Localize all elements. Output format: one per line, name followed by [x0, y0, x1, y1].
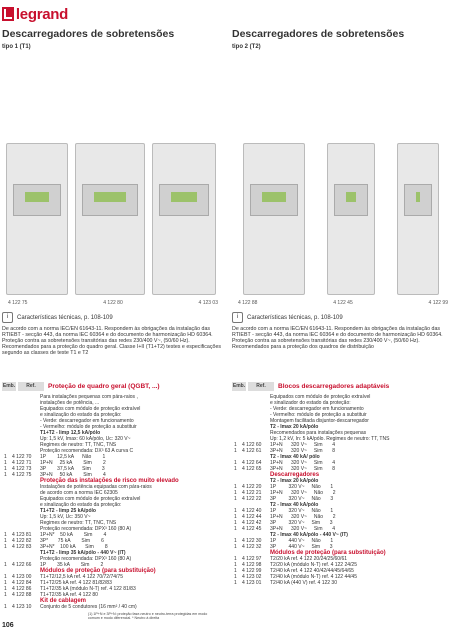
row-qty: 1	[234, 556, 237, 562]
row-ref: 4 122 21	[242, 490, 262, 496]
right-table-body	[234, 394, 450, 586]
row-qty: 1	[234, 484, 237, 490]
row-desc: Up: 1,2 kV, In: 5 kA/pólo. Regimes de neutro: TT, TNS	[270, 436, 390, 442]
row-ref: 4 122 73	[12, 466, 32, 472]
row-desc: Conjunto de 5 condutores (16 mm² / 40 cm)	[40, 604, 137, 610]
row-desc: Equipados com módulo de proteção extraível	[40, 406, 141, 412]
section-heading: Módulos de proteção (para substituição)	[270, 550, 386, 556]
row-desc: T2/40 kA (módulo N-T) ref. 4 122 44/45	[270, 574, 357, 580]
row-ref: 4 122 44	[242, 514, 262, 520]
row-qty: 1	[4, 466, 7, 472]
row-desc: 3P* 75 kA Sim 6	[40, 538, 104, 544]
row-desc: 1P+N 320 V~ Sim 4	[270, 460, 336, 466]
row-ref: 4 122 98	[242, 562, 262, 568]
col-emb: Emb.	[232, 383, 246, 389]
row-desc: 3P 320 V~ Não 3	[270, 496, 334, 502]
row-ref: 4 123 10	[12, 604, 32, 610]
row-desc: - Vermelho: módulo de proteção a substituir	[40, 424, 137, 430]
row-ref: 4 122 83	[12, 544, 32, 550]
row-desc: 3P 37,5 kA Sim 3	[40, 466, 105, 472]
row-desc: Montagem facilitada disjuntor-descarregador	[270, 418, 369, 424]
product-image	[243, 143, 305, 295]
row-ref: 4 123 02	[242, 574, 262, 580]
row-ref: 4 122 22	[242, 496, 262, 502]
product-ref: 4 122 80	[103, 300, 123, 306]
left-tech-link[interactable]	[2, 312, 113, 323]
row-ref: 4 122 66	[12, 562, 32, 568]
row-desc: Up: 1,5 kV, Imax: 60 kA/pólo, Uc: 320 V~	[40, 436, 131, 442]
row-desc: 1P 440 V~ Não 1	[270, 538, 334, 544]
row-desc: 1P+N 320 V~ Não 2	[270, 514, 336, 520]
section-heading: Kit de cablagem	[40, 598, 87, 604]
row-desc: T2 - Imax 20 kA/pólo	[270, 478, 319, 484]
row-qty: 1	[4, 580, 7, 586]
row-qty: 1	[4, 592, 7, 598]
row-desc: 1P+N* 50 kA Sim 4	[40, 532, 107, 538]
product-image	[327, 143, 375, 295]
row-ref: 4 122 70	[12, 454, 32, 460]
row-desc: 1P+N 25 kA Sim 2	[40, 460, 106, 466]
row-qty: 1	[234, 574, 237, 580]
row-ref: 4 122 97	[242, 556, 262, 562]
product-ref: 4 123 03	[198, 300, 218, 306]
row-desc: - Vermelho: módulo de proteção a substituir	[270, 412, 367, 418]
row-ref: 4 122 42	[242, 520, 262, 526]
row-qty: 1	[4, 532, 7, 538]
product-ref: 4 122 45	[333, 300, 353, 306]
col-ref: Ref.	[248, 382, 274, 391]
row-ref: 4 122 32	[242, 544, 262, 550]
row-qty: 1	[4, 604, 7, 610]
row-ref: 4 122 71	[12, 460, 32, 466]
row-desc: Proteção recomendada: DPX³ 160 (80 A)	[40, 556, 132, 562]
left-product-images	[2, 70, 220, 295]
row-qty: 1	[4, 544, 7, 550]
book-icon: i	[2, 312, 13, 323]
row-qty: 1	[4, 586, 7, 592]
page-number: 106	[2, 622, 14, 629]
row-desc: Para instalações pequenas com pára-raios ,	[40, 394, 138, 400]
row-desc: T2/20 kA (módulo N-T) ref. 4 122 24/25	[270, 562, 357, 568]
row-desc: Instalações de potência equipadas com pára-raios	[40, 484, 152, 490]
row-qty: 1	[4, 562, 7, 568]
tech-link-text: Características técnicas, p. 108-109	[247, 314, 343, 321]
row-desc: instalações de potência, ...	[40, 400, 100, 406]
row-desc: T2/40 kA (440 V) ref. 4 122 30	[270, 580, 337, 586]
row-qty: 1	[234, 538, 237, 544]
row-ref: 4 123 81	[12, 532, 32, 538]
row-qty: 1	[234, 466, 237, 472]
row-qty: 1	[234, 508, 237, 514]
row-desc: T2/40 kA ref. 4 122 40/42/44/45/64/65	[270, 568, 354, 574]
row-desc: T1+T2/25 kA ref. 4 122 81/82/83	[40, 580, 112, 586]
row-ref: 4 122 75	[12, 472, 32, 478]
row-qty: 1	[234, 520, 237, 526]
left-intro: De acordo com a norma IEC/EN 61643-11. Respondem às obrigações da instalação das RTIEBT - secção 443, da norma IEC 60364 e do documento de harmonização HD 60364. Proteção contra as sobretensões transitórias das redes 230/400 V~, (50/60 Hz). Recomendados para a proteção do quadro geral. Classe I+II (T1+T2) testes e especificações segundo as classes de teste T1 e T2	[2, 326, 222, 357]
row-qty: 1	[234, 526, 237, 532]
row-desc: T1+T2 - limp 12,5 kA/pólo	[40, 430, 101, 436]
row-desc: 3P+N 320 V~ Sim 4	[270, 526, 336, 532]
row-desc: T2 - Imax 20 kA/pólo	[270, 424, 319, 430]
row-desc: T2 - Imax 40 kA/pólo	[270, 502, 319, 508]
section-heading: Descarregadores	[270, 472, 320, 478]
brand-name: legrand	[15, 5, 68, 23]
row-desc: e sinalizador do estado da proteção:	[270, 400, 351, 406]
right-title: Descarregadores de sobretensões	[232, 28, 405, 40]
left-table-body	[4, 394, 222, 610]
left-subtitle: tipo 1 (T1)	[2, 44, 31, 50]
row-desc: T2 - Imax 40 kA/pólo - 440 V~ (IT)	[270, 532, 348, 538]
left-section-title: Proteção de quadro geral (QGBT, ...)	[48, 383, 160, 390]
row-desc: Proteção recomendada: DX³ 63 A curva C	[40, 448, 134, 454]
row-desc: T2 - Imax 40 kA/ pólo	[270, 454, 320, 460]
product-ref: 4 122 88	[238, 300, 258, 306]
right-subtitle: tipo 2 (T2)	[232, 44, 261, 50]
left-footnote: (1) 1P+N e 3P+N: proteção fase-neutro e neutro-terra protegidas em modo comum e modo diferencial. * Neutro à direita	[88, 612, 208, 621]
row-desc: 1P 35 kA Sim 2	[40, 562, 104, 568]
row-ref: 4 122 20	[242, 484, 262, 490]
right-table-header	[232, 382, 450, 391]
right-product-images	[232, 70, 450, 295]
row-desc: 1P+N 320 V~ Não 2	[270, 490, 336, 496]
right-tech-link[interactable]	[232, 312, 343, 323]
row-qty: 1	[4, 538, 7, 544]
row-desc: 3P+N 320 V~ Sim 8	[270, 466, 336, 472]
row-desc: Equipados com módulo de proteção extraível	[40, 496, 141, 502]
row-desc: Recomendados para instalações pequenas	[270, 430, 367, 436]
row-desc: Proteção recomendada: DPX³ 160 (80 A)	[40, 526, 132, 532]
row-desc: 1P 320 V~ Não 1	[270, 484, 334, 490]
row-desc: 3P 320 V~ Sim 3	[270, 520, 333, 526]
row-ref: 4 122 45	[242, 526, 262, 532]
tech-link-text: Características técnicas, p. 108-109	[17, 314, 113, 321]
legrand-mark-icon	[2, 7, 14, 21]
row-qty: 1	[234, 568, 237, 574]
row-ref: 4 122 30	[242, 538, 262, 544]
row-ref: 4 122 65	[242, 466, 262, 472]
row-desc: e sinalização do estado da proteção:	[40, 412, 122, 418]
right-section-title: Blocos descarregadores adaptáveis	[278, 383, 390, 390]
col-emb: Emb.	[2, 383, 16, 389]
row-ref: 4 123 01	[242, 580, 262, 586]
product-ref: 4 122 75	[8, 300, 28, 306]
row-qty: 1	[4, 574, 7, 580]
row-qty: 1	[234, 496, 237, 502]
row-qty: 1	[234, 562, 237, 568]
row-desc: 3P+N 320 V~ Sim 8	[270, 448, 336, 454]
row-ref: 4 122 99	[242, 568, 262, 574]
left-table-header	[2, 382, 222, 391]
row-ref: 4 122 86	[12, 586, 32, 592]
row-desc: T2/20 kA ref. 4 122 20/24/25/60/61	[270, 556, 348, 562]
row-qty: 1	[234, 460, 237, 466]
row-ref: 4 122 84	[12, 580, 32, 586]
product-image	[397, 143, 439, 295]
row-desc: 3P+N* 100 kA Sim 8	[40, 544, 108, 550]
row-ref: 4 122 40	[242, 508, 262, 514]
row-desc: 1P 12,5 kA Não 1	[40, 454, 106, 460]
row-desc: 3P 440 V~ Sim 3	[270, 544, 333, 550]
row-desc: T1+T2/35 kA ref. 4 122 80	[40, 592, 98, 598]
right-product-refs	[238, 300, 448, 306]
row-qty: 1	[234, 544, 237, 550]
row-desc: Up: 1,5 kV, Uc: 350 V~	[40, 514, 91, 520]
row-desc: T1+T2/12,5 kA ref. 4 122 70/72/74/75	[40, 574, 123, 580]
row-desc: T1+T2/35 kA (módulo N-T) ref. 4 122 81/83	[40, 586, 136, 592]
row-ref: 4 122 82	[12, 538, 32, 544]
row-desc: 3P+N 50 kA Sim 4	[40, 472, 106, 478]
row-ref: 4 122 61	[242, 448, 262, 454]
row-desc: Regimes de neutro: TT, TNC, TNS	[40, 442, 117, 448]
row-desc: Equipados com módulo de proteção extraível	[270, 394, 371, 400]
row-qty: 1	[234, 580, 237, 586]
row-desc: - Verde: descarregador em funcionamento	[270, 406, 364, 412]
table-row	[4, 604, 222, 610]
section-heading: Proteção das instalações de risco muito elevado	[40, 478, 179, 484]
left-title: Descarregadores de sobretensões	[2, 28, 175, 40]
row-qty: 1	[4, 472, 7, 478]
row-ref: 4 122 88	[12, 592, 32, 598]
row-desc: T1+T2 - limp 35 kA/pólo - 440 V~ (IT)	[40, 550, 126, 556]
row-qty: 1	[4, 454, 7, 460]
col-ref: Ref.	[18, 382, 44, 391]
row-desc: - Verde: descarregador em funcionamento	[40, 418, 134, 424]
row-desc: Regimes de neutro: TT, TNC, TNS	[40, 520, 117, 526]
row-ref: 4 122 60	[242, 442, 262, 448]
row-desc: 1P 320 V~ Não 1	[270, 508, 334, 514]
row-qty: 1	[234, 514, 237, 520]
row-desc: T1+T2 - limp 25 kA/pólo	[40, 508, 96, 514]
row-ref: 4 122 64	[242, 460, 262, 466]
section-heading: Módulos de proteção (para substituição)	[40, 568, 156, 574]
row-qty: 1	[234, 490, 237, 496]
row-desc: e sinalização do estado da proteção:	[40, 502, 122, 508]
book-icon: i	[232, 312, 243, 323]
table-row	[234, 580, 450, 586]
right-intro: De acordo com a norma IEC/EN 61643-11. Respondem às obrigações da instalação das RTIEBT - secção 443, da norma IEC 60364 e do documento de harmonização HD 60364. Proteção contra as sobretensões transitórias das redes 230/400 V~, (50/60 Hz). Recomendados para a proteção dos quadros de distribuição	[232, 326, 443, 351]
product-image	[6, 143, 68, 295]
product-ref: 4 122 99	[428, 300, 448, 306]
row-qty: 1	[234, 442, 237, 448]
row-ref: 4 123 00	[12, 574, 32, 580]
left-product-refs	[8, 300, 218, 306]
row-qty: 1	[4, 460, 7, 466]
brand-logo	[2, 4, 68, 24]
row-qty: 1	[234, 448, 237, 454]
row-desc: 1P+N 320 V~ Sim 4	[270, 442, 336, 448]
product-image	[152, 143, 216, 295]
product-image	[75, 143, 145, 295]
row-desc: de acordo com a norma IEC 62305	[40, 490, 118, 496]
